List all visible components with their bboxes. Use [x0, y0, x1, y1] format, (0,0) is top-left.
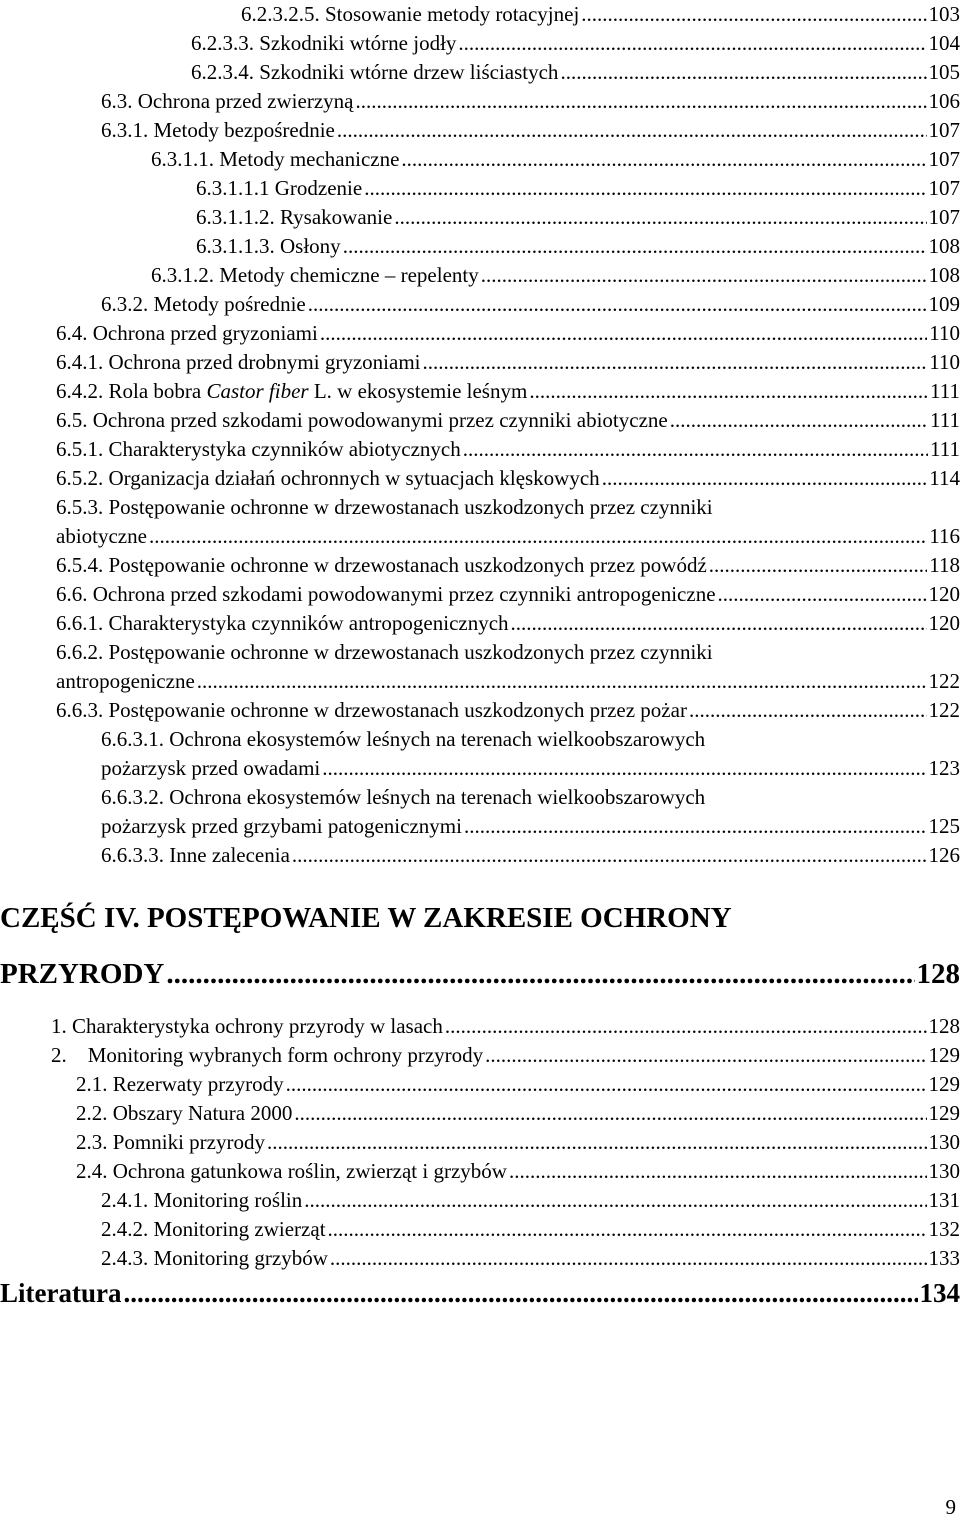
toc-entry-title-part: L. w ekosystemie leśnym [308, 379, 528, 403]
toc-entry-title: 6.3.1. Metody bezpośrednie [101, 118, 335, 142]
toc-entry-title: 6.3.1.2. Metody chemiczne – repelenty [151, 263, 479, 287]
toc-entry-title: 6.4.1. Ochrona przed drobnymi gryzoniami [56, 350, 421, 374]
toc-entry-page: 129 [928, 1072, 960, 1096]
toc-entry-title: 6.2.3.3. Szkodniki wtórne jodły [191, 31, 457, 55]
toc-entry[interactable] [56, 667, 960, 696]
toc-entry-title-line[interactable]: 6.6.3.2. Ochrona ekosystemów leśnych na terenach wielkoobszarowych [101, 785, 706, 809]
toc-entry[interactable] [56, 377, 960, 406]
toc-entry-page: 123 [928, 756, 960, 780]
toc-entry[interactable] [76, 1099, 960, 1128]
species-name: Castor fiber [206, 379, 309, 403]
toc-entry-page: 120 [928, 582, 960, 606]
toc-entry-page: 108 [928, 263, 960, 287]
toc-entry[interactable] [56, 522, 960, 551]
toc-entry[interactable] [56, 406, 960, 435]
toc-entry-page: 122 [928, 698, 960, 722]
leader-dots [294, 1099, 926, 1128]
toc-entry-page: 107 [928, 147, 960, 171]
toc-entry[interactable] [241, 0, 960, 29]
toc-entry-title-line[interactable]: 6.6.3.1. Ochrona ekosystemów leśnych na terenach wielkoobszarowych [101, 727, 706, 751]
toc-entry-title: 6.3.1.1.1 Grodzenie [196, 176, 363, 200]
leader-dots [308, 290, 927, 319]
toc-entry[interactable] [191, 29, 960, 58]
leader-dots [581, 0, 926, 29]
toc-entry-title: antropogeniczne [56, 669, 195, 693]
toc-entry[interactable] [196, 203, 960, 232]
toc-entry-page: 110 [929, 321, 960, 345]
toc-entry[interactable] [56, 696, 960, 725]
toc-entry-title: 6.5.2. Organizacja działań ochronnych w sytuacjach klęskowych [56, 466, 600, 490]
toc-entry-page: 107 [928, 205, 960, 229]
leader-dots [394, 203, 926, 232]
toc-entry[interactable] [56, 551, 960, 580]
leader-dots [364, 174, 926, 203]
leader-dots [602, 464, 928, 493]
toc-entry[interactable] [101, 116, 960, 145]
toc-entry-page: 120 [928, 611, 960, 635]
leader-dots [123, 1276, 917, 1310]
toc-entry-page: 107 [928, 176, 960, 200]
toc-entry-title: 6.3.1.1.2. Rysakowanie [196, 205, 393, 229]
toc-entry[interactable] [51, 1012, 960, 1041]
leader-dots [485, 1041, 926, 1070]
toc-entry-title: 6.2.3.2.5. Stosowanie metody rotacyjnej [241, 2, 580, 26]
toc-entry-page: 111 [930, 379, 960, 403]
toc-entry-page: 108 [928, 234, 960, 258]
toc-entry-title: 2.1. Rezerwaty przyrody [76, 1072, 284, 1096]
leader-dots [481, 261, 927, 290]
toc-entry-title: 2.3. Pomniki przyrody [76, 1130, 265, 1154]
leader-dots [286, 1070, 927, 1099]
toc-entry[interactable] [101, 841, 960, 870]
toc-entry-page: 105 [928, 60, 960, 84]
leader-dots [509, 1157, 927, 1186]
toc-entry-title: 6.3.1.1.3. Osłony [196, 234, 341, 258]
literature-title: Literatura [0, 1278, 122, 1308]
toc-entry-page: 111 [930, 408, 960, 432]
leader-dots [328, 1215, 927, 1244]
leader-dots [670, 406, 928, 435]
toc-entry-page: 126 [928, 843, 960, 867]
literature-page: 134 [919, 1278, 960, 1308]
leader-dots [197, 667, 927, 696]
leader-dots [304, 1186, 926, 1215]
toc-entry-title: pożarzysk przed grzybami patogenicznymi [101, 814, 462, 838]
leader-dots [423, 348, 928, 377]
toc-entry-title: 2.4.2. Monitoring zwierząt [101, 1217, 326, 1241]
leader-dots [445, 1012, 927, 1041]
leader-dots [401, 145, 926, 174]
leader-dots [320, 319, 927, 348]
toc-entry-title: 6.3.2. Metody pośrednie [101, 292, 306, 316]
page-number: 9 [945, 1495, 956, 1519]
toc-entry-page: 130 [928, 1130, 960, 1154]
toc-entry[interactable] [76, 1157, 960, 1186]
part-heading-line[interactable]: CZĘŚĆ IV. POSTĘPOWANIE W ZAKRESIE OCHRONY [0, 902, 732, 934]
leader-dots [458, 29, 926, 58]
toc-entry-page: 107 [928, 118, 960, 142]
toc-entry-page: 111 [930, 437, 960, 461]
toc-entry[interactable] [196, 174, 960, 203]
toc-entry[interactable] [191, 58, 960, 87]
toc-entry[interactable] [76, 1128, 960, 1157]
leader-dots [355, 87, 926, 116]
toc-entry-title: 6.5.4. Postępowanie ochronne w drzewostanach uszkodzonych przez powódź [56, 553, 707, 577]
toc-entry-title: 2.2. Obszary Natura 2000 [76, 1101, 293, 1125]
leader-dots [166, 956, 914, 992]
toc-entry-page: 125 [928, 814, 960, 838]
toc-entry-page: 104 [928, 31, 960, 55]
toc-entry-title: 2.4.1. Monitoring roślin [101, 1188, 303, 1212]
part-heading-page: 128 [916, 958, 960, 990]
toc-entry-page: 133 [928, 1246, 960, 1270]
toc-entry-page: 129 [928, 1043, 960, 1067]
toc-entry[interactable] [196, 232, 960, 261]
toc-entry[interactable] [101, 1186, 960, 1215]
toc-entry[interactable] [51, 1041, 960, 1070]
toc-entry-title-part: 6.4.2. Rola bobra [56, 379, 207, 403]
toc-entry-title-line[interactable]: 6.5.3. Postępowanie ochronne w drzewostanach uszkodzonych przez czynniki [56, 495, 713, 519]
toc-entry-page: 122 [928, 669, 960, 693]
toc-entry-title: 1. Charakterystyka ochrony przyrody w lasach [51, 1014, 443, 1038]
toc-entry-title: 2. Monitoring wybranych form ochrony przyrody [51, 1043, 484, 1067]
leader-dots [511, 609, 927, 638]
leader-dots [709, 551, 927, 580]
toc-entry[interactable] [56, 348, 960, 377]
toc-entry-page: 130 [928, 1159, 960, 1183]
leader-dots [343, 232, 927, 261]
toc-entry[interactable] [101, 87, 960, 116]
literature-entry[interactable] [0, 1276, 960, 1310]
toc-entry[interactable] [56, 435, 960, 464]
toc-entry[interactable] [101, 1215, 960, 1244]
toc-entry[interactable] [56, 609, 960, 638]
toc-entry[interactable] [56, 580, 960, 609]
toc-entry-title: 6.6.1. Charakterystyka czynników antropogenicznych [56, 611, 509, 635]
leader-dots [718, 580, 927, 609]
leader-dots [464, 812, 927, 841]
toc-entry[interactable] [76, 1070, 960, 1099]
toc-entry-title [56, 377, 527, 406]
leader-dots [330, 1244, 927, 1273]
toc-entry-page: 106 [928, 89, 960, 113]
toc-entry-title: 6.3.1.1. Metody mechaniczne [151, 147, 400, 171]
leader-dots [267, 1128, 927, 1157]
leader-dots [337, 116, 927, 145]
toc-entry-title: 6.5.1. Charakterystyka czynników abiotycznych [56, 437, 461, 461]
leader-dots [529, 377, 928, 406]
toc-entry-title-line[interactable]: 6.6.2. Postępowanie ochronne w drzewostanach uszkodzonych przez czynniki [56, 640, 713, 664]
toc-entry[interactable] [101, 754, 960, 783]
toc-entry-page: 129 [928, 1101, 960, 1125]
toc-entry-page: 118 [929, 553, 960, 577]
toc-entry[interactable] [101, 812, 960, 841]
toc-entry-title: pożarzysk przed owadami [101, 756, 321, 780]
toc-entry-title: 6.2.3.4. Szkodniki wtórne drzew liściastych [191, 60, 559, 84]
toc-entry-title: 6.6.3.3. Inne zalecenia [101, 843, 290, 867]
part-heading-title: PRZYRODY [0, 958, 165, 990]
toc-entry-page: 109 [928, 292, 960, 316]
leader-dots [463, 435, 928, 464]
toc-entry-page: 103 [928, 2, 960, 26]
toc-entry[interactable] [151, 145, 960, 174]
toc-entry-title: 6.6. Ochrona przed szkodami powodowanymi przez czynniki antropogeniczne [56, 582, 716, 606]
leader-dots [560, 58, 926, 87]
leader-dots [292, 841, 927, 870]
leader-dots [149, 522, 927, 551]
toc-entry-page: 116 [929, 524, 960, 548]
toc-entry-title: 6.5. Ochrona przed szkodami powodowanymi przez czynniki abiotyczne [56, 408, 668, 432]
toc-entry-title: 2.4. Ochrona gatunkowa roślin, zwierząt i grzybów [76, 1159, 507, 1183]
toc-entry-title: 2.4.3. Monitoring grzybów [101, 1246, 328, 1270]
leader-dots [322, 754, 926, 783]
toc-entry-title: 6.6.3. Postępowanie ochronne w drzewostanach uszkodzonych przez pożar [56, 698, 687, 722]
toc-entry-title: abiotyczne [56, 524, 147, 548]
toc-entry[interactable] [101, 290, 960, 319]
toc-entry[interactable] [151, 261, 960, 290]
toc-entry[interactable] [101, 1244, 960, 1273]
part-heading-entry[interactable] [0, 956, 960, 992]
toc-entry-page: 114 [929, 466, 960, 490]
toc-entry-page: 131 [928, 1188, 960, 1212]
toc-entry-title: 6.4. Ochrona przed gryzoniami [56, 321, 318, 345]
toc-entry[interactable] [56, 319, 960, 348]
toc-entry-page: 110 [929, 350, 960, 374]
toc-entry-title: 6.3. Ochrona przed zwierzyną [101, 89, 354, 113]
toc-entry-page: 132 [928, 1217, 960, 1241]
leader-dots [689, 696, 927, 725]
toc-entry[interactable] [56, 464, 960, 493]
toc-entry-page: 128 [928, 1014, 960, 1038]
